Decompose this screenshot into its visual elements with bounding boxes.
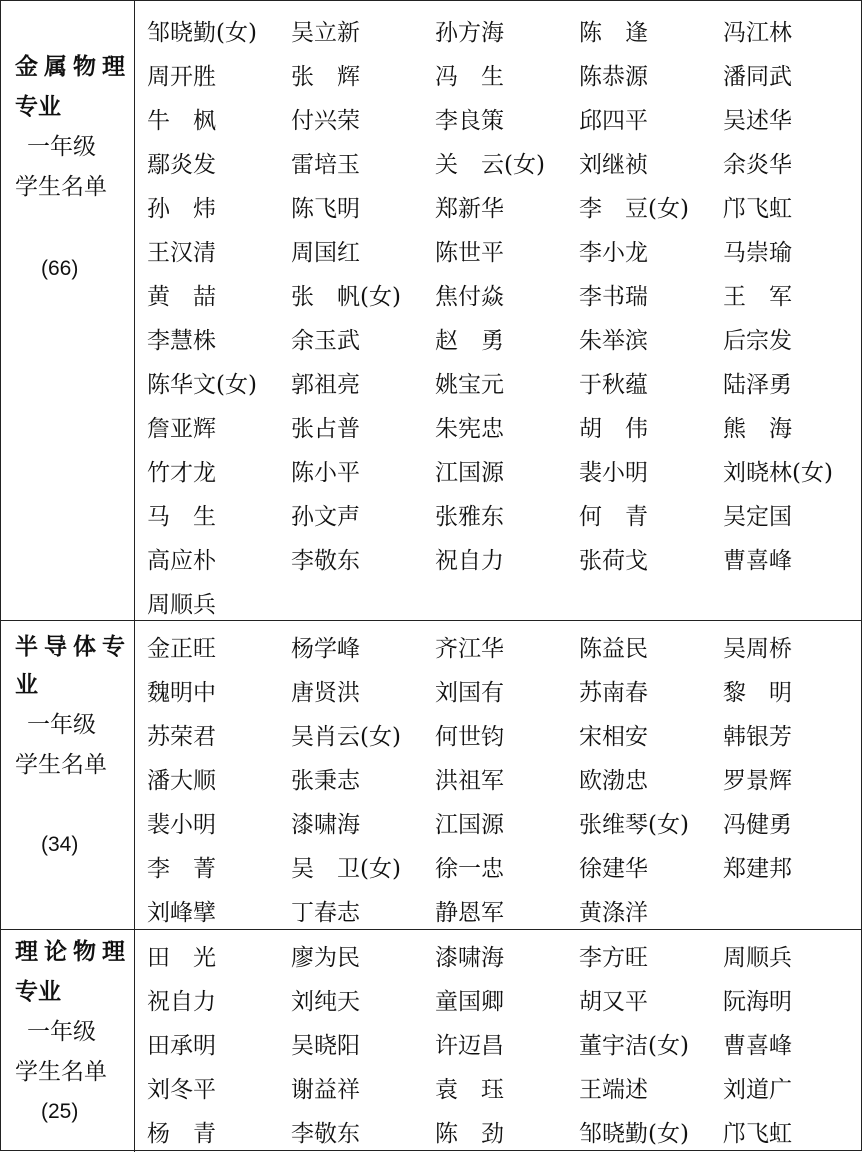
student-name: 唐贤洪 [291, 680, 360, 706]
student-name: 朱宪忠 [435, 416, 504, 442]
student-name: 陈华文(女) [147, 372, 257, 398]
student-name-grid [135, 621, 861, 929]
student-name: 徐建华 [579, 856, 648, 882]
student-name: 吴周桥 [723, 636, 792, 662]
student-name: 熊 海 [723, 416, 792, 442]
student-name: 祝自力 [435, 548, 504, 574]
student-name: 张雅东 [435, 504, 504, 530]
student-name: 于秋蕴 [579, 372, 648, 398]
student-name: 李慧株 [147, 328, 216, 354]
student-name: 吴 卫(女) [291, 856, 401, 882]
student-name: 刘纯天 [291, 989, 360, 1015]
student-name: 宋相安 [579, 724, 648, 750]
student-name: 陈益民 [579, 636, 648, 662]
student-name: 焦付焱 [435, 284, 504, 310]
student-name: 徐一忠 [435, 856, 504, 882]
student-name: 赵 勇 [435, 328, 504, 354]
student-name: 邱四平 [579, 108, 648, 134]
student-name: 马 生 [147, 504, 216, 530]
student-name: 李书瑞 [579, 284, 648, 310]
student-name: 刘继祯 [579, 152, 648, 178]
student-name: 陈 劲 [435, 1121, 504, 1147]
student-name: 潘大顺 [147, 768, 216, 794]
student-name-grid [135, 1, 861, 620]
student-name: 冯健勇 [723, 812, 792, 838]
student-name: 李敬东 [291, 1121, 360, 1147]
student-name: 吴晓阳 [291, 1033, 360, 1059]
list-label: 学生名单 [15, 1059, 107, 1085]
student-name: 关 云(女) [435, 152, 545, 178]
section-theoretical-physics [1, 930, 861, 1152]
student-name: 马崇瑜 [723, 240, 792, 266]
student-name: 阮海明 [723, 989, 792, 1015]
student-name: 陈小平 [291, 460, 360, 486]
student-name: 詹亚辉 [147, 416, 216, 442]
student-name: 后宗发 [723, 328, 792, 354]
student-name: 周开胜 [147, 64, 216, 90]
student-name: 周顺兵 [723, 945, 792, 971]
student-name: 李良策 [435, 108, 504, 134]
student-name: 张占普 [291, 416, 360, 442]
student-name: 郑新华 [435, 196, 504, 222]
student-name: 黎 明 [723, 680, 792, 706]
section-label-cell [1, 930, 135, 1152]
student-name: 杨学峰 [291, 636, 360, 662]
student-name: 袁 珏 [435, 1077, 504, 1103]
student-name: 付兴荣 [291, 108, 360, 134]
student-name: 漆啸海 [291, 812, 360, 838]
student-name: 田承明 [147, 1033, 216, 1059]
section-label-cell [1, 1, 135, 620]
student-name: 陈 逢 [579, 20, 648, 46]
student-name: 江国源 [435, 812, 504, 838]
section-metal-physics [1, 1, 861, 621]
student-name: 冯江林 [723, 20, 792, 46]
student-name: 鄢炎发 [147, 152, 216, 178]
student-name: 邹晓勤(女) [147, 20, 257, 46]
student-name: 陆泽勇 [723, 372, 792, 398]
student-name: 陈恭源 [579, 64, 648, 90]
student-name: 邹晓勤(女) [579, 1121, 689, 1147]
student-name: 许迈昌 [435, 1033, 504, 1059]
student-name: 黄涤洋 [579, 900, 648, 926]
student-name: 王 军 [723, 284, 792, 310]
student-name: 刘冬平 [147, 1077, 216, 1103]
student-name: 孙 炜 [147, 196, 216, 222]
student-name: 金正旺 [147, 636, 216, 662]
grade-label: 一年级 [27, 712, 96, 738]
student-name: 吴立新 [291, 20, 360, 46]
student-name: 张 帆(女) [291, 284, 401, 310]
student-name: 胡又平 [579, 989, 648, 1015]
student-name: 余玉武 [291, 328, 360, 354]
student-name: 刘晓林(女) [723, 460, 833, 486]
student-name: 洪祖军 [435, 768, 504, 794]
student-name: 廖为民 [291, 945, 360, 971]
student-name: 周国红 [291, 240, 360, 266]
student-name: 孙文声 [291, 504, 360, 530]
student-name: 苏南春 [579, 680, 648, 706]
student-name: 童国卿 [435, 989, 504, 1015]
student-name: 吴述华 [723, 108, 792, 134]
student-name: 张秉志 [291, 768, 360, 794]
student-name: 胡 伟 [579, 416, 648, 442]
student-name: 何 青 [579, 504, 648, 530]
student-name: 曹喜峰 [723, 1033, 792, 1059]
grade-label: 一年级 [27, 1019, 96, 1045]
student-name: 高应朴 [147, 548, 216, 574]
student-name: 邝飞虹 [723, 196, 792, 222]
student-name: 罗景辉 [723, 768, 792, 794]
list-label: 学生名单 [15, 752, 107, 778]
major-name-line1: 半导体专 [15, 633, 131, 660]
student-name: 邝飞虹 [723, 1121, 792, 1147]
student-name: 吴肖云(女) [291, 724, 401, 750]
student-name: 曹喜峰 [723, 548, 792, 574]
student-name: 张 辉 [291, 64, 360, 90]
student-name: 张荷戈 [579, 548, 648, 574]
student-name: 田 光 [147, 945, 216, 971]
student-name: 牛 枫 [147, 108, 216, 134]
student-name: 李敬东 [291, 548, 360, 574]
grade-label: 一年级 [27, 134, 96, 160]
student-name: 李小龙 [579, 240, 648, 266]
student-name: 欧渤忠 [579, 768, 648, 794]
section-label-cell [1, 621, 135, 929]
student-name: 张维琴(女) [579, 812, 689, 838]
student-name: 李 豆(女) [579, 196, 689, 222]
student-count: (34) [41, 833, 79, 856]
student-name: 郑建邦 [723, 856, 792, 882]
student-name: 余炎华 [723, 152, 792, 178]
student-name-grid [135, 930, 861, 1152]
student-name: 李方旺 [579, 945, 648, 971]
major-name-line2: 专业 [15, 93, 61, 120]
section-semiconductor [1, 621, 861, 930]
student-name: 陈飞明 [291, 196, 360, 222]
student-name: 陈世平 [435, 240, 504, 266]
student-name: 王端述 [579, 1077, 648, 1103]
student-name: 黄 喆 [147, 284, 216, 310]
student-name: 吴定国 [723, 504, 792, 530]
student-name: 静恩军 [435, 900, 504, 926]
student-name: 何世钧 [435, 724, 504, 750]
student-count: (25) [41, 1100, 79, 1123]
student-name: 韩银芳 [723, 724, 792, 750]
student-name: 江国源 [435, 460, 504, 486]
student-name: 雷培玉 [291, 152, 360, 178]
student-name: 朱举滨 [579, 328, 648, 354]
student-name: 郭祖亮 [291, 372, 360, 398]
student-name: 丁春志 [291, 900, 360, 926]
major-name-line2: 专业 [15, 978, 61, 1005]
student-name: 冯 生 [435, 64, 504, 90]
major-name-line2: 业 [15, 671, 38, 698]
student-name: 谢益祥 [291, 1077, 360, 1103]
student-name: 裴小明 [579, 460, 648, 486]
student-name: 漆啸海 [435, 945, 504, 971]
student-name: 董宇洁(女) [579, 1033, 689, 1059]
student-name: 周顺兵 [147, 592, 216, 618]
student-name: 王汉清 [147, 240, 216, 266]
student-count: (66) [41, 257, 79, 280]
student-name: 裴小明 [147, 812, 216, 838]
student-name: 刘道广 [723, 1077, 792, 1103]
student-name: 孙方海 [435, 20, 504, 46]
student-name: 苏荣君 [147, 724, 216, 750]
student-name: 刘峰擘 [147, 900, 216, 926]
student-name: 杨 青 [147, 1121, 216, 1147]
student-name: 姚宝元 [435, 372, 504, 398]
major-name-line1: 理论物理 [15, 938, 131, 965]
student-name: 祝自力 [147, 989, 216, 1015]
student-name: 魏明中 [147, 680, 216, 706]
student-name: 李 菁 [147, 856, 216, 882]
student-name: 潘同武 [723, 64, 792, 90]
student-name: 刘国有 [435, 680, 504, 706]
student-name: 齐江华 [435, 636, 504, 662]
major-name-line1: 金属物理 [15, 53, 131, 80]
student-name: 竹才龙 [147, 460, 216, 486]
list-label: 学生名单 [15, 174, 107, 200]
